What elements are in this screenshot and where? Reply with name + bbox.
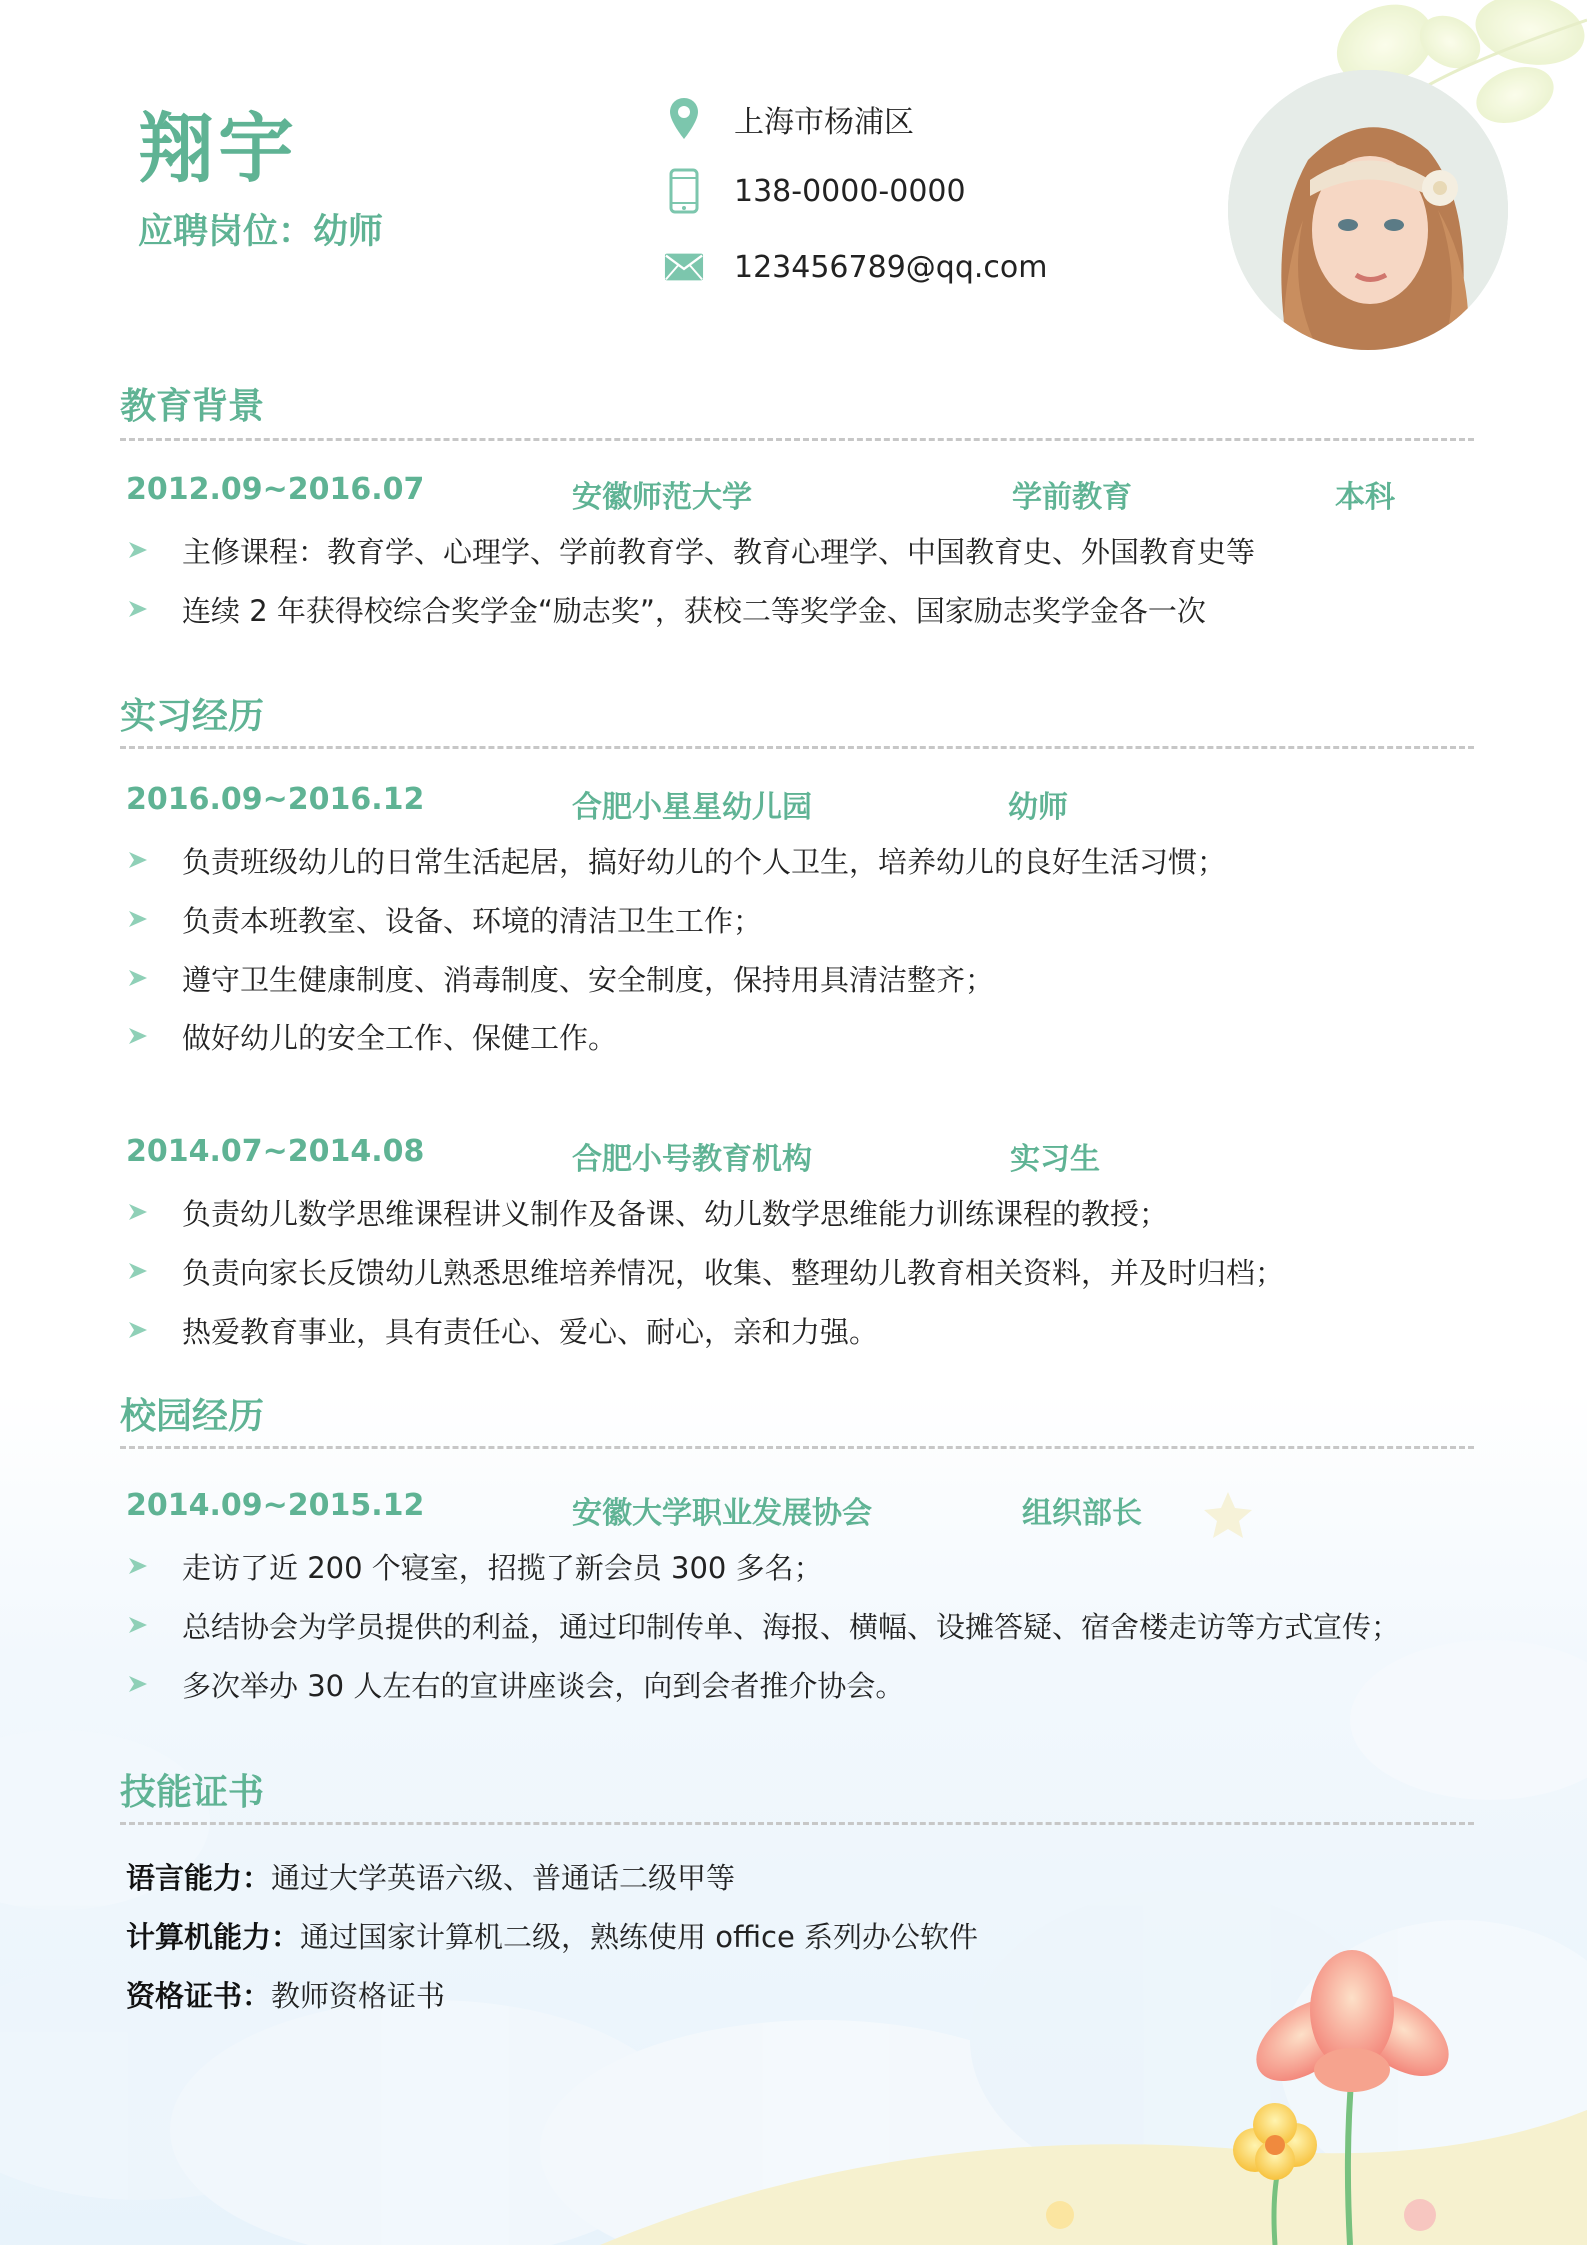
campus-role: 组织部长 [1022, 1496, 1142, 1531]
list-item: 总结协会为学员提供的利益，通过印制传单、海报、横幅、设摊答疑、宿舍楼走访等方式宣传； [126, 1603, 1400, 1647]
internship-role: 实习生 [1010, 1142, 1100, 1177]
education-major: 学前教育 [1012, 480, 1132, 515]
candidate-name: 翔宇 [138, 104, 298, 193]
section-title-skills: 技能证书 [120, 1772, 265, 1813]
arrow-bullet-icon [126, 1554, 150, 1578]
list-item: 负责本班教室、设备、环境的清洁卫生工作； [126, 897, 762, 941]
list-item: 负责幼儿数学思维课程讲义制作及备课、幼儿数学思维能力训练课程的教授； [126, 1190, 1168, 1234]
list-item: 做好幼儿的安全工作、保健工作。 [126, 1014, 617, 1058]
arrow-bullet-icon [126, 907, 150, 931]
skill-label: 计算机能力： [126, 1920, 301, 1954]
arrow-bullet-icon [126, 848, 150, 872]
section-title-education: 教育背景 [120, 386, 265, 427]
arrow-bullet-icon [126, 966, 150, 990]
arrow-bullet-icon [126, 1318, 150, 1342]
education-degree: 本科 [1335, 480, 1395, 515]
arrow-bullet-icon [126, 1200, 150, 1224]
mobile-phone-icon [664, 168, 704, 214]
list-item: 主修课程：教育学、心理学、学前教育学、教育心理学、中国教育史、外国教育史等 [126, 528, 1255, 572]
contact-email [664, 242, 1047, 292]
list-item: 多次举办 30 人左右的宣讲座谈会，向到会者推介协会。 [126, 1662, 904, 1706]
arrow-bullet-icon [126, 1024, 150, 1048]
internship-role: 幼师 [1008, 790, 1068, 825]
education-period: 2012.09~2016.07 [126, 472, 425, 507]
arrow-bullet-icon [126, 1259, 150, 1283]
arrow-bullet-icon [126, 1613, 150, 1637]
section-divider [120, 746, 1474, 749]
contact-phone [664, 166, 966, 216]
section-divider [120, 438, 1474, 441]
arrow-bullet-icon [126, 597, 150, 621]
contact-address [664, 94, 914, 144]
internship-org: 合肥小号教育机构 [572, 1142, 812, 1177]
location-pin-icon [664, 96, 704, 142]
envelope-icon [664, 244, 704, 290]
arrow-bullet-icon [126, 538, 150, 562]
skill-item [126, 1974, 445, 2015]
list-item: 负责班级幼儿的日常生活起居，搞好幼儿的个人卫生，培养幼儿的良好生活习惯； [126, 838, 1226, 882]
portrait-image [1228, 70, 1508, 350]
arrow-bullet-icon [126, 1672, 150, 1696]
internship-period: 2014.07~2014.08 [126, 1134, 425, 1169]
address-text: 上海市杨浦区 [734, 105, 914, 140]
skill-value: 教师资格证书 [271, 1979, 446, 2013]
section-title-campus: 校园经历 [120, 1396, 265, 1437]
list-item: 遵守卫生健康制度、消毒制度、安全制度，保持用具清洁整齐； [126, 956, 994, 1000]
list-item: 走访了近 200 个寝室，招揽了新会员 300 多名； [126, 1544, 823, 1588]
avatar [1228, 70, 1508, 350]
section-divider [120, 1446, 1474, 1449]
section-divider [120, 1822, 1474, 1825]
skill-value: 通过大学英语六级、普通话二级甲等 [271, 1861, 736, 1895]
skill-value: 通过国家计算机二级，熟练使用 office 系列办公软件 [300, 1920, 979, 1954]
list-item: 负责向家长反馈幼儿熟悉思维培养情况，收集、整理幼儿教育相关资料，并及时归档； [126, 1249, 1284, 1293]
internship-org: 合肥小星星幼儿园 [572, 790, 812, 825]
phone-text: 138-0000-0000 [734, 173, 966, 209]
internship-period: 2016.09~2016.12 [126, 782, 425, 817]
education-school: 安徽师范大学 [572, 480, 752, 515]
campus-org: 安徽大学职业发展协会 [572, 1496, 872, 1531]
skill-item [126, 1915, 978, 1956]
campus-period: 2014.09~2015.12 [126, 1488, 425, 1523]
skill-label: 语言能力： [126, 1861, 272, 1895]
job-position: 应聘岗位：幼师 [138, 212, 384, 252]
section-title-internship: 实习经历 [120, 696, 265, 737]
skill-item [126, 1856, 735, 1897]
list-item: 热爱教育事业，具有责任心、爱心、耐心，亲和力强。 [126, 1308, 878, 1352]
email-text: 123456789@qq.com [734, 249, 1048, 285]
list-item: 连续 2 年获得校综合奖学金“励志奖”，获校二等奖学金、国家励志奖学金各一次 [126, 587, 1206, 631]
skill-label: 资格证书： [126, 1979, 272, 2013]
